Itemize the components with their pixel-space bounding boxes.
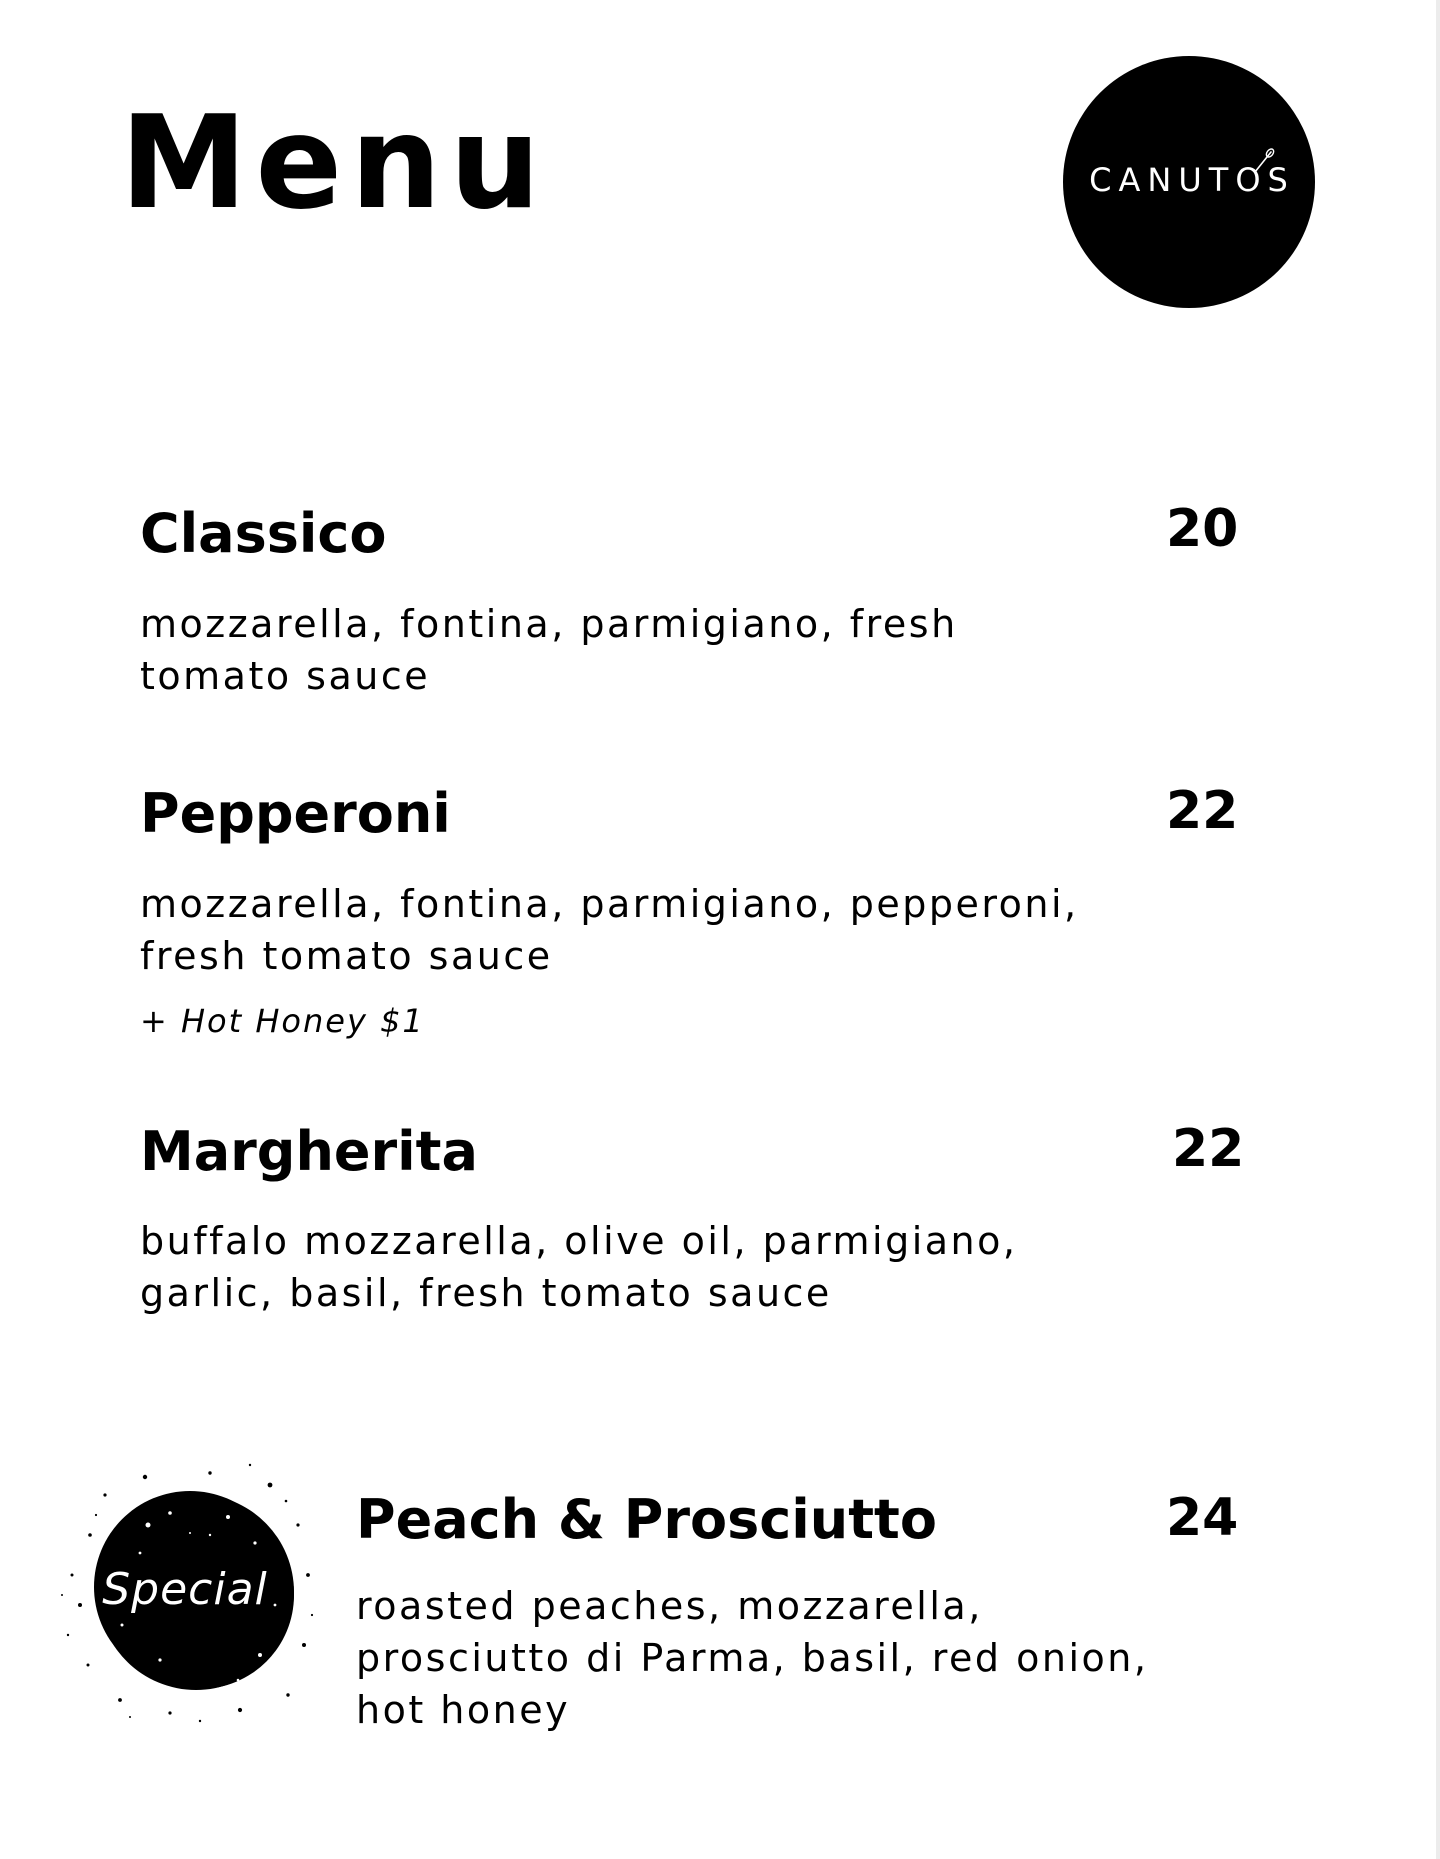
item-description-pepperoni bbox=[140, 878, 1079, 982]
description-line: garlic, basil, fresh tomato sauce bbox=[140, 1271, 832, 1315]
description-line: roasted peaches, mozzarella, bbox=[356, 1584, 983, 1628]
special-badge bbox=[50, 1455, 320, 1725]
description-line: mozzarella, fontina, parmigiano, pepperoni, bbox=[140, 882, 1079, 926]
item-price-peach-prosciutto: 24 bbox=[1166, 1488, 1239, 1548]
item-addon-hot-honey: + Hot Honey $1 bbox=[140, 1002, 425, 1040]
description-line: prosciutto di Parma, basil, red onion, bbox=[356, 1636, 1149, 1680]
item-name-classico: Classico bbox=[140, 502, 387, 565]
item-price-margherita: 22 bbox=[1172, 1119, 1245, 1179]
item-name-pepperoni: Pepperoni bbox=[140, 782, 451, 845]
logo-text: CANUTOS bbox=[1089, 161, 1295, 199]
page-title: Menu bbox=[120, 89, 549, 238]
special-badge-label: Special bbox=[102, 1564, 268, 1615]
page-edge bbox=[1436, 0, 1440, 1859]
item-price-pepperoni: 22 bbox=[1166, 781, 1239, 841]
canutos-logo bbox=[1063, 56, 1315, 308]
item-name-margherita: Margherita bbox=[140, 1120, 478, 1183]
item-description-margherita bbox=[140, 1215, 1017, 1319]
item-name-peach-prosciutto: Peach & Prosciutto bbox=[356, 1488, 937, 1551]
description-line: hot honey bbox=[356, 1688, 571, 1732]
item-description-peach-prosciutto bbox=[356, 1580, 1148, 1736]
item-description-classico bbox=[140, 598, 958, 702]
description-line: tomato sauce bbox=[140, 654, 431, 698]
description-line: fresh tomato sauce bbox=[140, 934, 553, 978]
description-line: mozzarella, fontina, parmigiano, fresh bbox=[140, 602, 958, 646]
description-line: buffalo mozzarella, olive oil, parmigiano, bbox=[140, 1219, 1018, 1263]
item-price-classico: 20 bbox=[1166, 499, 1239, 559]
